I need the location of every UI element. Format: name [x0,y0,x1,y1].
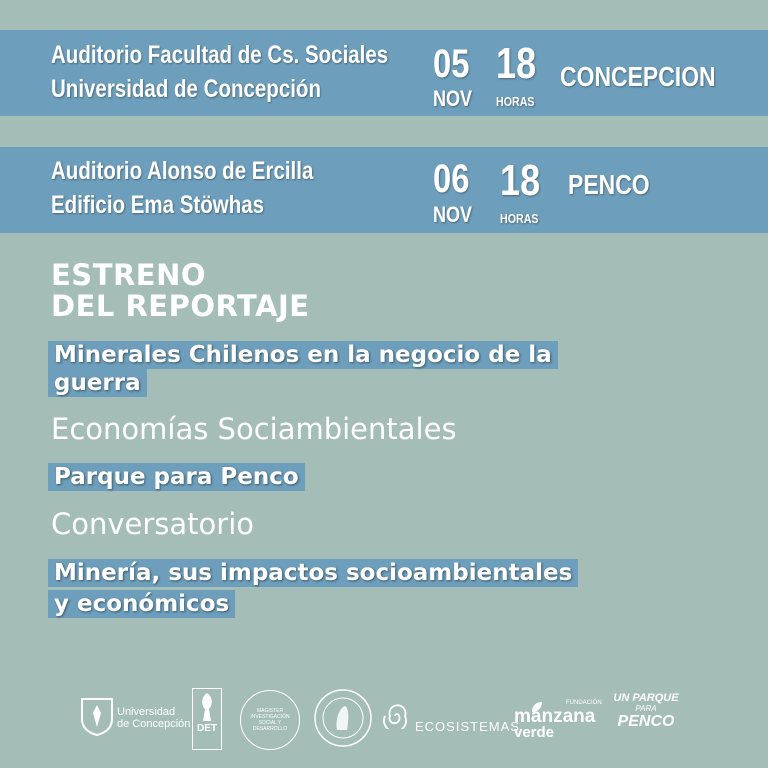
event1-day: 05 [433,42,470,86]
parque-line2: PARA [635,704,657,713]
item2-parque: Parque para Penco [48,463,305,491]
udec-line1: Universidad [117,706,176,718]
udec-shield-icon [80,697,114,737]
event1-hour: 18 [496,39,537,88]
section-economias: Economías Sociambientales [51,412,457,446]
event2-venue-line1: Auditorio Alonso de Ercilla [51,157,314,185]
event2-city: PENCO [568,169,650,200]
event2-hour-label: HORAS [500,211,539,226]
manzana-text: manzana [514,706,596,727]
magister-logo [240,690,300,750]
verde-text: verde [514,724,555,741]
magister-line2: INVESTIGACIÓN [250,714,290,720]
event2-hour: 18 [500,156,541,205]
item1-line2: guerra [48,369,147,397]
magister-line4: DESARROLLO [252,726,288,732]
event2-day: 06 [433,157,470,201]
event1-venue-line1: Auditorio Facultad de Cs. Sociales [51,41,389,69]
parque-line3: PENCO [617,713,675,730]
event1-venue-line2: Universidad de Concepción [51,75,321,103]
event1-hour-label: HORAS [496,94,535,109]
ecosistemas-text: ECOSISTEMAS [415,719,520,734]
det-text: DET [197,723,217,734]
section-conversatorio: Conversatorio [51,507,255,541]
item3-line1: Minería, sus impactos socioambientales [48,559,578,587]
seal-icon [313,688,373,748]
item1-line1: Minerales Chilenos en la negocio de la [48,341,558,369]
fundacion-text: FUNDACIÓN [566,700,602,706]
det-logo [192,688,222,750]
event2-month: NOV [433,202,473,227]
item3-line2: y económicos [48,590,235,618]
heading-estreno: ESTRENO [51,258,207,292]
udec-line2: de Concepción [117,718,191,730]
ecosistemas-logo [382,703,412,729]
biblioteca-seal-logo [313,688,373,748]
magister-line1: MAGISTER [256,708,284,714]
udec-logo-text [117,706,190,730]
magister-line3: SOCIAL Y [258,720,282,726]
figure-icon [193,689,221,723]
event2-venue-line2: Edificio Ema Stöwhas [51,191,265,219]
event1-city: CONCEPCION [560,61,716,92]
udec-logo [80,697,114,737]
spiral-icon [382,703,412,729]
heading-del-reportaje: DEL REPORTAJE [51,289,310,323]
event1-month: NOV [433,86,473,111]
parque-line1: UN PARQUE [613,692,679,704]
parque-penco-logo [608,692,684,731]
